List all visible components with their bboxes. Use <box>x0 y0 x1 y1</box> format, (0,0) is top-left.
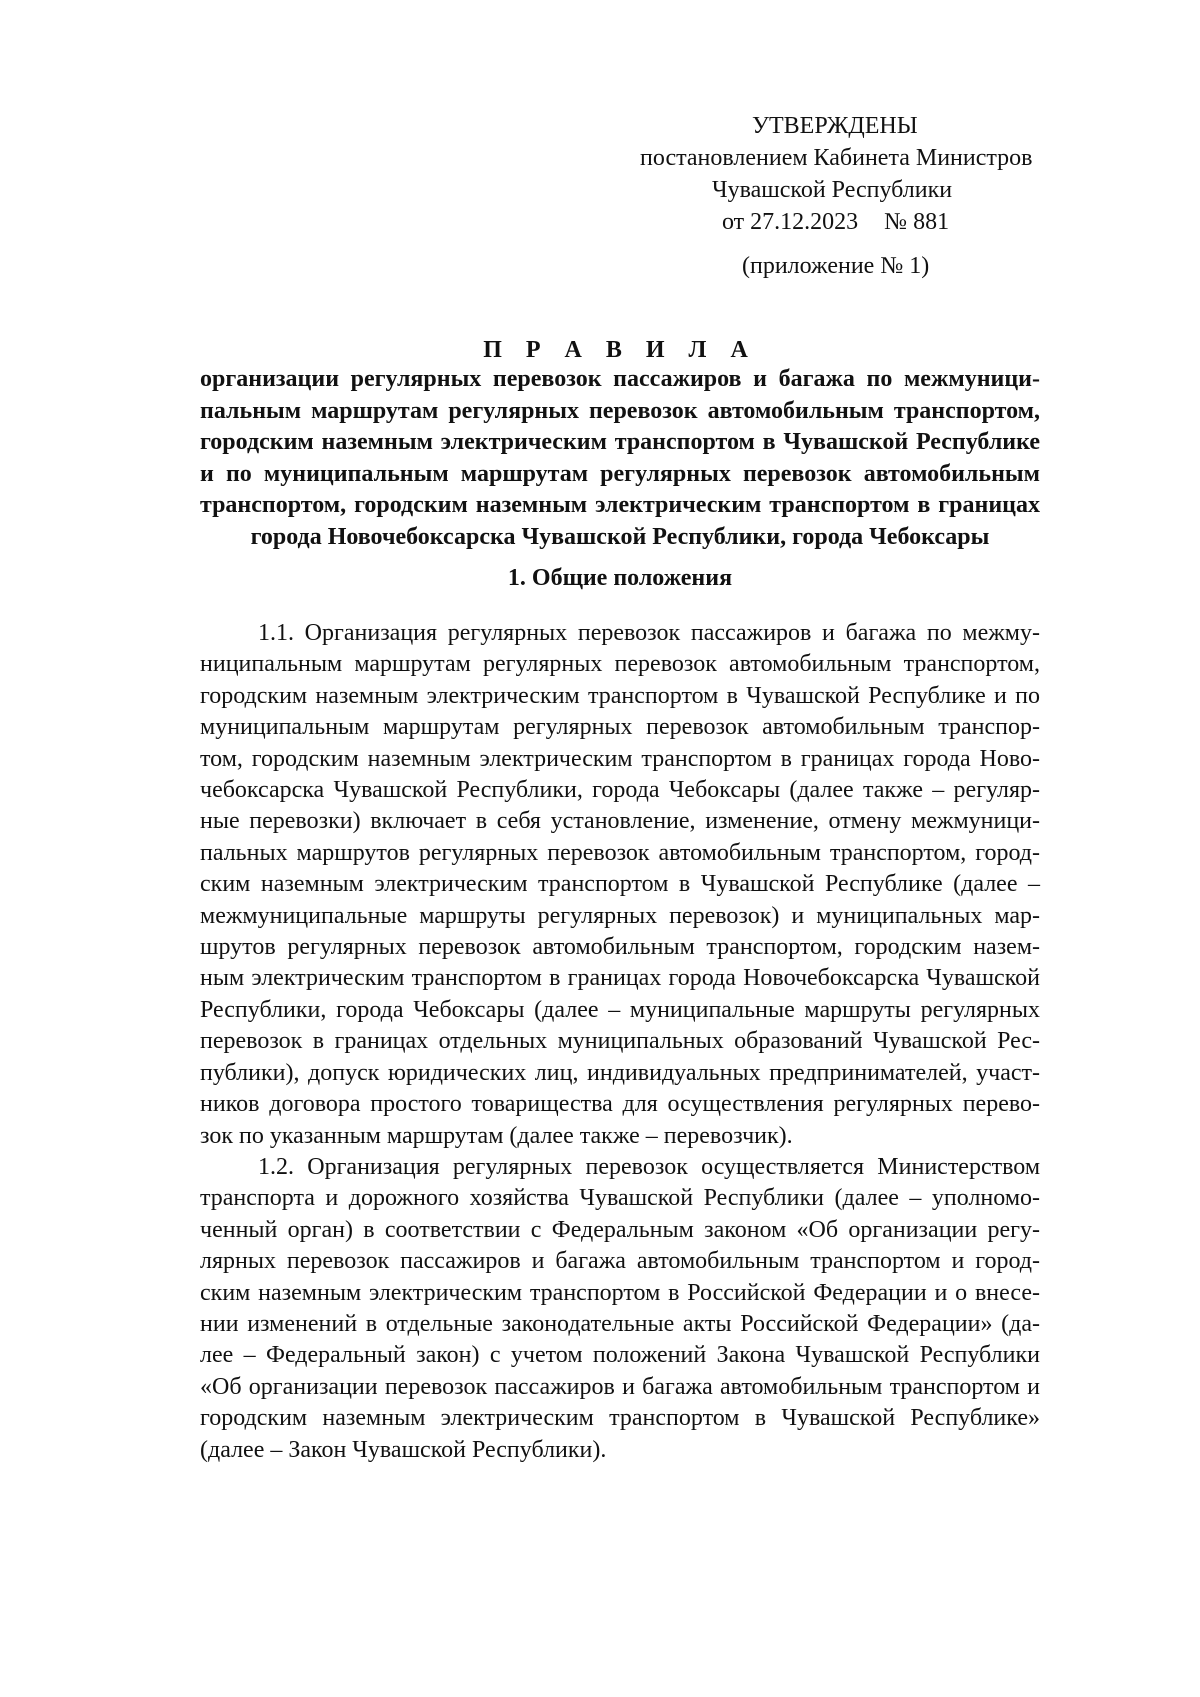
subtitle-line: пальным маршрутам регулярных перевозок автомобильным транспортом, <box>200 397 1040 424</box>
paragraph-1-1-line: шрутов регулярных перевозок автомобильным транспортом, городским назем- <box>200 934 1040 961</box>
paragraph-1-1-line: 1.1. Организация регулярных перевозок пассажиров и багажа по межму- <box>258 620 1040 646</box>
approval-stamp <box>640 110 1160 238</box>
paragraph-1-1-line: Республики, города Чебоксары (далее – муниципальные маршруты регулярных <box>200 996 1040 1023</box>
approval-date: от 27.12.2023 <box>722 209 859 235</box>
section-heading: 1. Общие положения <box>507 565 733 591</box>
approval-approved: УТВЕРЖДЕНЫ <box>752 113 918 139</box>
paragraph-1-1-line: ниципальным маршрутам регулярных перевозок автомобильным транспортом, <box>200 651 1040 678</box>
paragraph-1-2-line: 1.2. Организация регулярных перевозок осуществляется Министерством <box>258 1153 1040 1180</box>
paragraph-1-1-line: том, городским наземным электрическим транспортом в границах города Ново- <box>200 745 1040 772</box>
subtitle-line: транспортом, городским наземным электрическим транспортом в границах <box>200 492 1040 518</box>
paragraph-1-1-line: ским наземным электрическим транспортом в Чувашской Республике (далее – <box>200 871 1040 898</box>
paragraph-1-2-line: лярных перевозок пассажиров и багажа автомобильным транспортом и город- <box>200 1248 1040 1275</box>
subtitle-line: города Новочебоксарска Чувашской Республики, города Чебоксары <box>250 523 990 550</box>
paragraph-1-2-line: нии изменений в отдельные законодательные акты Российской Федерации» (да- <box>200 1310 1040 1337</box>
paragraph-1-1-line: публики), допуск юридических лиц, индивидуальных предпринимателей, участ- <box>200 1059 1040 1086</box>
paragraph-1-1-line: городским наземным электрическим транспортом в Чувашской Республике и по <box>200 682 1040 709</box>
appendix-note: (приложение № 1) <box>742 253 930 279</box>
document-title: П Р А В И Л А <box>483 337 757 363</box>
subtitle-line: организации регулярных перевозок пассажиров и багажа по межмуници- <box>200 366 1040 392</box>
paragraph-1-1-line: перевозок в границах отдельных муниципальных образований Чувашской Рес- <box>200 1028 1040 1055</box>
paragraph-1-1-line: зок по указанным маршрутам (далее также – перевозчик). <box>200 1122 793 1149</box>
paragraph-1-2-line: лее – Федеральный закон) с учетом положений Закона Чувашской Республики <box>200 1342 1040 1369</box>
paragraph-1-2-line: ским наземным электрическим транспортом в Российской Федерации и о внесе- <box>200 1279 1040 1306</box>
paragraph-1-1-line: ников договора простого товарищества для осуществления регулярных перево- <box>200 1091 1040 1118</box>
approval-republic: Чувашской Республики <box>712 177 953 203</box>
paragraph-1-1-line: ные перевозки) включает в себя установление, изменение, отмену межмуници- <box>200 808 1040 835</box>
paragraph-1-1-line: пальных маршрутов регулярных перевозок автомобильным транспортом, город- <box>200 839 1040 866</box>
paragraph-1-1-line: межмуниципальные маршруты регулярных перевозок) и муниципальных мар- <box>200 902 1040 929</box>
paragraph-1-1-line: чебоксарска Чувашской Республики, города Чебоксары (далее также – регуляр- <box>200 777 1040 804</box>
subtitle-line: городским наземным электрическим транспортом в Чувашской Республике <box>200 429 1040 455</box>
document-subtitle <box>200 364 1040 553</box>
paragraph-1-2-line: транспорта и дорожного хозяйства Чувашской Республики (далее – уполномо- <box>200 1185 1040 1212</box>
body-text <box>200 618 1040 1466</box>
paragraph-1-1-line: ным электрическим транспортом в границах города Новочебоксарска Чувашской <box>200 965 1040 992</box>
approval-date-line <box>640 206 1160 238</box>
paragraph-1-1-line: муниципальным маршрутам регулярных перевозок автомобильным транспор- <box>200 714 1040 741</box>
paragraph-1-2-line: «Об организации перевозок пассажиров и багажа автомобильным транспортом и <box>200 1373 1040 1400</box>
paragraph-1-2-line: городским наземным электрическим транспортом в Чувашской Республике» <box>200 1405 1040 1432</box>
approval-decree: постановлением Кабинета Министров <box>640 145 1033 171</box>
approval-number: № 881 <box>884 209 950 235</box>
subtitle-line: и по муниципальным маршрутам регулярных перевозок автомобильным <box>200 460 1040 487</box>
paragraph-1-2-line: ченный орган) в соответствии с Федеральным законом «Об организации регу- <box>200 1216 1040 1243</box>
paragraph-1-2-line: (далее – Закон Чувашской Республики). <box>200 1436 607 1463</box>
